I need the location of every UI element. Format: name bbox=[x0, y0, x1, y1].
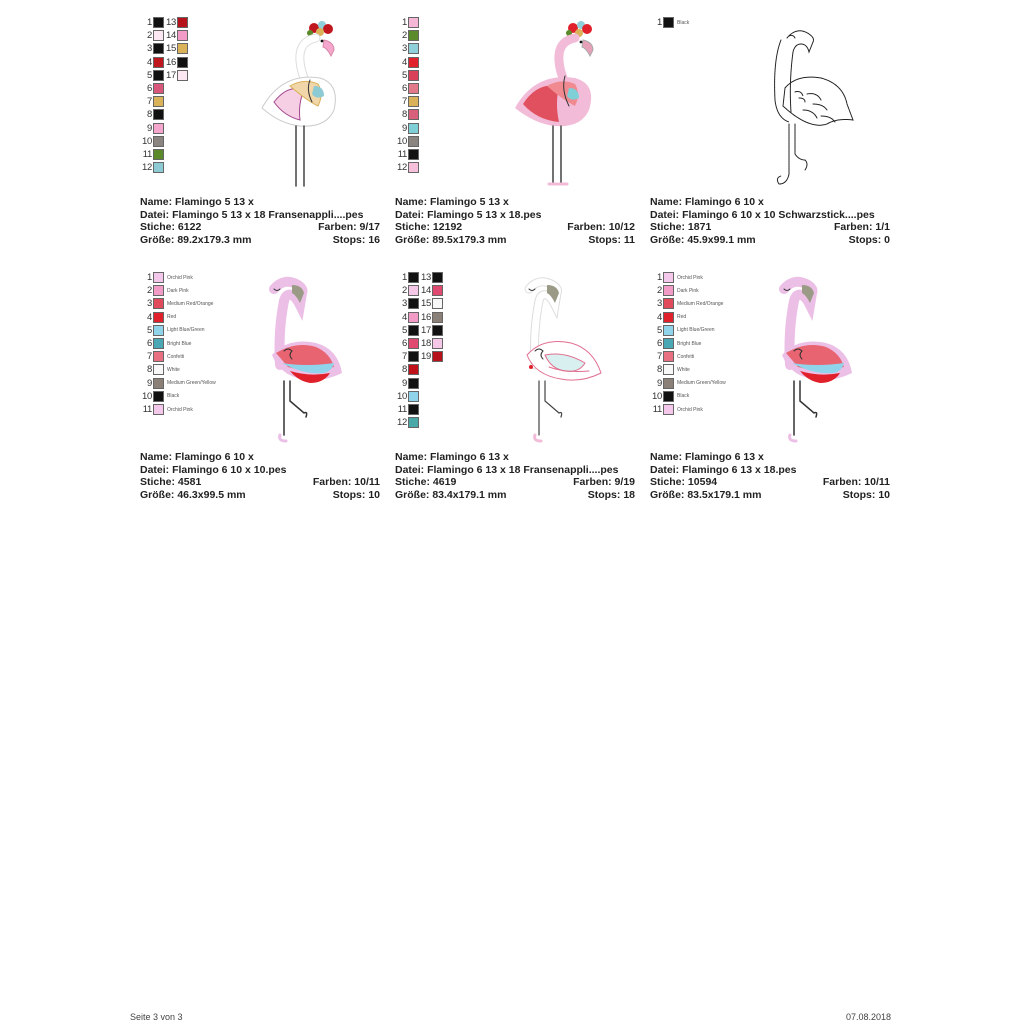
design-file: Datei: Flamingo 6 13 x 18.pes bbox=[650, 463, 797, 476]
swatch-number: 15 bbox=[166, 43, 176, 55]
color-swatch bbox=[663, 391, 674, 402]
swatch-number: 3 bbox=[402, 43, 407, 55]
swatch-number: 18 bbox=[421, 338, 431, 349]
swatch-number: 5 bbox=[402, 69, 407, 81]
color-swatch bbox=[408, 272, 419, 283]
design-size: Größe: 89.2x179.3 mm bbox=[140, 233, 252, 246]
color-swatch bbox=[408, 378, 419, 389]
design-info bbox=[140, 451, 380, 501]
color-swatch-row bbox=[140, 135, 164, 148]
color-swatch bbox=[408, 285, 419, 296]
swatch-number: 10 bbox=[652, 390, 662, 402]
color-swatch bbox=[153, 149, 164, 160]
color-swatch bbox=[408, 351, 419, 362]
color-swatch-row bbox=[395, 42, 419, 55]
color-swatch bbox=[177, 43, 188, 54]
color-swatch-row bbox=[395, 311, 419, 324]
flamingo-filled-image bbox=[250, 275, 350, 447]
color-swatch-row bbox=[140, 403, 193, 416]
color-swatch-row bbox=[395, 403, 419, 416]
color-swatch-row bbox=[395, 363, 419, 376]
color-swatch bbox=[408, 298, 419, 309]
stop-count: Stops: 10 bbox=[332, 488, 380, 501]
design-info bbox=[395, 196, 635, 246]
swatch-number: 7 bbox=[402, 351, 407, 363]
color-swatch bbox=[153, 70, 164, 81]
thread-color-name: Dark Pink bbox=[677, 287, 699, 294]
color-swatch bbox=[153, 96, 164, 107]
swatch-number: 8 bbox=[657, 364, 662, 376]
design-card-4 bbox=[140, 271, 380, 506]
color-swatch-row bbox=[140, 95, 164, 108]
swatch-number: 9 bbox=[402, 122, 407, 134]
thread-color-name: Medium Green/Yellow bbox=[167, 380, 216, 387]
color-swatch bbox=[153, 404, 164, 415]
swatch-number: 4 bbox=[147, 56, 152, 68]
stop-count: Stops: 0 bbox=[848, 233, 890, 246]
color-swatch-row bbox=[164, 69, 188, 82]
stitch-count: Stiche: 1871 bbox=[650, 221, 712, 233]
page-number: Seite 3 von 3 bbox=[130, 1012, 183, 1022]
color-swatch-row bbox=[650, 297, 723, 310]
swatch-number: 12 bbox=[142, 162, 152, 174]
color-swatch-row bbox=[650, 271, 703, 284]
color-swatch-row bbox=[650, 311, 686, 324]
swatch-number: 9 bbox=[147, 122, 152, 134]
color-swatch bbox=[153, 162, 164, 173]
swatch-number: 8 bbox=[147, 364, 152, 376]
stop-count: Stops: 16 bbox=[332, 233, 380, 246]
color-swatch bbox=[408, 404, 419, 415]
swatch-number: 17 bbox=[166, 69, 176, 81]
color-swatch bbox=[408, 136, 419, 147]
color-swatch bbox=[408, 338, 419, 349]
swatch-number: 1 bbox=[657, 272, 662, 283]
swatch-number: 8 bbox=[402, 109, 407, 121]
color-swatch-row bbox=[419, 297, 443, 310]
swatch-number: 5 bbox=[657, 324, 662, 336]
color-swatch-row bbox=[395, 416, 419, 429]
color-swatch bbox=[408, 43, 419, 54]
color-swatch bbox=[663, 285, 674, 296]
color-swatch bbox=[663, 298, 674, 309]
swatch-number: 11 bbox=[652, 404, 662, 415]
color-swatch bbox=[177, 17, 188, 28]
thread-color-name: Orchid Pink bbox=[677, 406, 703, 413]
color-swatch-row bbox=[650, 337, 701, 350]
color-swatch bbox=[177, 30, 188, 41]
color-swatch bbox=[177, 70, 188, 81]
color-swatch bbox=[177, 57, 188, 68]
color-count: Farben: 9/19 bbox=[573, 476, 635, 488]
color-swatch bbox=[153, 17, 164, 28]
color-swatch-row bbox=[395, 284, 419, 297]
thread-color-name: White bbox=[677, 366, 690, 373]
swatch-number: 15 bbox=[421, 298, 431, 310]
color-swatch-row bbox=[140, 311, 176, 324]
color-swatch bbox=[153, 43, 164, 54]
color-swatch-row bbox=[140, 297, 213, 310]
color-swatch-row bbox=[395, 108, 419, 121]
swatch-number: 10 bbox=[397, 135, 407, 147]
color-swatch-row bbox=[395, 135, 419, 148]
thread-color-name: Confetti bbox=[167, 353, 185, 360]
color-swatch bbox=[408, 109, 419, 120]
color-swatch-row bbox=[650, 16, 689, 29]
swatch-number: 6 bbox=[402, 338, 407, 349]
color-swatch-row bbox=[650, 377, 726, 390]
color-swatch bbox=[432, 325, 443, 336]
swatch-number: 11 bbox=[397, 149, 407, 160]
stitch-count: Stiche: 6122 bbox=[140, 221, 202, 233]
swatch-number: 11 bbox=[142, 404, 152, 415]
color-swatch-row bbox=[140, 324, 205, 337]
design-file: Datei: Flamingo 6 10 x 10.pes bbox=[140, 463, 287, 476]
color-swatch-row bbox=[140, 337, 191, 350]
color-swatch-row bbox=[140, 69, 164, 82]
color-swatch bbox=[663, 378, 674, 389]
color-swatch-row bbox=[395, 148, 419, 161]
design-info bbox=[650, 196, 890, 246]
flamingo-filled-image bbox=[760, 275, 860, 447]
color-swatch bbox=[432, 272, 443, 283]
design-info bbox=[140, 196, 380, 246]
swatch-number: 6 bbox=[657, 338, 662, 349]
color-swatch-row bbox=[395, 56, 419, 69]
thread-color-name: Black bbox=[167, 393, 180, 400]
design-name: Name: Flamingo 6 10 x bbox=[140, 451, 254, 463]
color-swatch bbox=[408, 123, 419, 134]
color-swatch bbox=[153, 57, 164, 68]
swatch-number: 9 bbox=[657, 377, 662, 389]
swatch-number: 5 bbox=[147, 69, 152, 81]
swatch-number: 5 bbox=[402, 324, 407, 336]
swatch-number: 10 bbox=[142, 390, 152, 402]
color-swatch bbox=[408, 325, 419, 336]
color-swatch bbox=[663, 338, 674, 349]
stitch-count: Stiche: 4619 bbox=[395, 476, 457, 488]
color-swatch bbox=[432, 351, 443, 362]
color-swatch-row bbox=[419, 324, 443, 337]
thread-color-name: Orchid Pink bbox=[677, 274, 703, 281]
design-card-6 bbox=[650, 271, 890, 506]
flamingo-filled-crown-image bbox=[507, 16, 607, 188]
design-name: Name: Flamingo 5 13 x bbox=[140, 196, 254, 208]
color-swatch-row bbox=[650, 363, 690, 376]
swatch-number: 7 bbox=[147, 351, 152, 363]
color-swatch-row bbox=[650, 284, 699, 297]
swatch-number: 9 bbox=[402, 377, 407, 389]
color-swatch bbox=[153, 30, 164, 41]
color-swatch bbox=[663, 272, 674, 283]
color-swatch-row bbox=[140, 148, 164, 161]
color-swatch bbox=[153, 136, 164, 147]
color-swatch bbox=[408, 149, 419, 160]
stitch-count: Stiche: 10594 bbox=[650, 476, 718, 488]
color-swatch-row bbox=[395, 16, 419, 29]
swatch-number: 16 bbox=[421, 311, 431, 323]
design-card-5 bbox=[395, 271, 635, 506]
swatch-number: 11 bbox=[142, 149, 152, 160]
color-swatch-row bbox=[650, 350, 694, 363]
swatch-number: 1 bbox=[657, 17, 662, 28]
design-card-2 bbox=[395, 16, 635, 251]
color-swatch-row bbox=[650, 324, 715, 337]
swatch-number: 8 bbox=[402, 364, 407, 376]
color-swatch-row bbox=[395, 95, 419, 108]
color-swatch bbox=[153, 351, 164, 362]
design-file: Datei: Flamingo 5 13 x 18.pes bbox=[395, 208, 542, 221]
color-swatch bbox=[408, 17, 419, 28]
color-swatch-row bbox=[140, 16, 164, 29]
thread-color-name: Light Blue/Green bbox=[677, 327, 715, 334]
color-swatch-row bbox=[395, 122, 419, 135]
swatch-number: 14 bbox=[166, 30, 176, 42]
swatch-number: 1 bbox=[147, 272, 152, 283]
color-swatch bbox=[408, 417, 419, 428]
swatch-number: 6 bbox=[147, 83, 152, 94]
swatch-number: 4 bbox=[402, 311, 407, 323]
color-swatch bbox=[153, 391, 164, 402]
swatch-number: 16 bbox=[166, 56, 176, 68]
color-swatch-row bbox=[395, 69, 419, 82]
color-count: Farben: 10/11 bbox=[822, 476, 890, 488]
thread-color-name: Light Blue/Green bbox=[167, 327, 205, 334]
color-swatch-row bbox=[395, 390, 419, 403]
swatch-number: 4 bbox=[657, 311, 662, 323]
swatch-number: 12 bbox=[397, 162, 407, 174]
color-swatch-row bbox=[140, 271, 193, 284]
stitch-count: Stiche: 12192 bbox=[395, 221, 463, 233]
swatch-number: 7 bbox=[402, 96, 407, 108]
design-size: Größe: 83.5x179.1 mm bbox=[650, 488, 762, 501]
color-swatch bbox=[663, 325, 674, 336]
color-swatch bbox=[432, 298, 443, 309]
color-swatch-row bbox=[419, 311, 443, 324]
thread-color-name: Confetti bbox=[677, 353, 695, 360]
color-swatch bbox=[153, 272, 164, 283]
color-swatch bbox=[663, 312, 674, 323]
thread-color-name: White bbox=[167, 366, 180, 373]
color-swatch-row bbox=[140, 42, 164, 55]
color-swatch bbox=[153, 378, 164, 389]
color-swatch-row bbox=[140, 82, 164, 95]
design-info bbox=[395, 451, 635, 501]
thread-color-name: Orchid Pink bbox=[167, 406, 193, 413]
color-swatch bbox=[663, 404, 674, 415]
design-size: Größe: 46.3x99.5 mm bbox=[140, 488, 246, 501]
color-swatch-row bbox=[650, 390, 689, 403]
swatch-number: 12 bbox=[397, 417, 407, 429]
design-name: Name: Flamingo 6 10 x bbox=[650, 196, 764, 208]
color-swatch bbox=[408, 70, 419, 81]
color-swatch-row bbox=[140, 390, 179, 403]
design-name: Name: Flamingo 6 13 x bbox=[650, 451, 764, 463]
stop-count: Stops: 18 bbox=[587, 488, 635, 501]
thread-color-name: Medium Red/Orange bbox=[677, 300, 724, 307]
color-swatch-row bbox=[164, 16, 188, 29]
swatch-number: 2 bbox=[147, 30, 152, 42]
color-swatch bbox=[153, 338, 164, 349]
color-count: Farben: 1/1 bbox=[833, 221, 890, 233]
swatch-number: 5 bbox=[147, 324, 152, 336]
thread-color-name: Bright Blue bbox=[677, 340, 702, 347]
thread-color-name: Bright Blue bbox=[167, 340, 192, 347]
color-swatch-row bbox=[395, 271, 419, 284]
swatch-number: 10 bbox=[142, 135, 152, 147]
thread-color-name: Orchid Pink bbox=[167, 274, 193, 281]
swatch-number: 3 bbox=[147, 43, 152, 55]
color-swatch bbox=[153, 83, 164, 94]
color-swatch-row bbox=[140, 284, 189, 297]
swatch-number: 3 bbox=[147, 298, 152, 310]
swatch-number: 7 bbox=[657, 351, 662, 363]
color-swatch-row bbox=[164, 29, 188, 42]
swatch-number: 10 bbox=[397, 390, 407, 402]
design-name: Name: Flamingo 5 13 x bbox=[395, 196, 509, 208]
color-swatch-row bbox=[395, 29, 419, 42]
color-swatch bbox=[408, 57, 419, 68]
swatch-number: 13 bbox=[166, 17, 176, 28]
swatch-number: 1 bbox=[402, 17, 407, 28]
thread-color-name: Medium Green/Yellow bbox=[677, 380, 726, 387]
swatch-number: 6 bbox=[147, 338, 152, 349]
swatch-number: 3 bbox=[402, 298, 407, 310]
color-swatch bbox=[153, 325, 164, 336]
swatch-number: 9 bbox=[147, 377, 152, 389]
design-info bbox=[650, 451, 890, 501]
swatch-number: 11 bbox=[397, 404, 407, 415]
color-swatch bbox=[408, 364, 419, 375]
swatch-number: 14 bbox=[421, 285, 431, 297]
design-size: Größe: 45.9x99.1 mm bbox=[650, 233, 756, 246]
design-file: Datei: Flamingo 6 10 x 10 Schwarzstick....pes bbox=[650, 208, 875, 221]
thread-color-name: Red bbox=[677, 314, 687, 321]
color-swatch-row bbox=[140, 56, 164, 69]
color-swatch-row bbox=[140, 108, 164, 121]
color-swatch-row bbox=[650, 403, 703, 416]
color-swatch-row bbox=[140, 363, 180, 376]
color-swatch bbox=[153, 123, 164, 134]
color-swatch-row bbox=[395, 297, 419, 310]
color-swatch-row bbox=[164, 42, 188, 55]
color-swatch bbox=[432, 312, 443, 323]
color-swatch bbox=[153, 298, 164, 309]
color-swatch-row bbox=[395, 337, 419, 350]
design-name: Name: Flamingo 6 13 x bbox=[395, 451, 509, 463]
swatch-number: 1 bbox=[402, 272, 407, 283]
swatch-number: 2 bbox=[147, 285, 152, 297]
color-swatch-row bbox=[140, 377, 216, 390]
swatch-number: 4 bbox=[147, 311, 152, 323]
color-swatch-row bbox=[395, 324, 419, 337]
stop-count: Stops: 11 bbox=[588, 233, 635, 246]
swatch-number: 7 bbox=[147, 96, 152, 108]
color-swatch-row bbox=[395, 161, 419, 174]
swatch-number: 8 bbox=[147, 109, 152, 121]
color-swatch bbox=[408, 83, 419, 94]
swatch-number: 2 bbox=[657, 285, 662, 297]
color-swatch-row bbox=[395, 377, 419, 390]
color-swatch-row bbox=[395, 350, 419, 363]
thread-color-name: Dark Pink bbox=[167, 287, 189, 294]
thread-color-name: Red bbox=[167, 314, 177, 321]
color-swatch-row bbox=[140, 161, 164, 174]
swatch-number: 13 bbox=[421, 272, 431, 283]
thread-color-name: Black bbox=[677, 19, 690, 26]
design-card-3 bbox=[650, 16, 890, 251]
thread-color-name: Black bbox=[677, 393, 690, 400]
color-swatch bbox=[663, 364, 674, 375]
swatch-number: 17 bbox=[421, 324, 431, 336]
color-swatch bbox=[408, 30, 419, 41]
design-size: Größe: 89.5x179.3 mm bbox=[395, 233, 507, 246]
color-swatch bbox=[408, 391, 419, 402]
color-count: Farben: 9/17 bbox=[318, 221, 380, 233]
thread-color-name: Medium Red/Orange bbox=[167, 300, 214, 307]
color-swatch-row bbox=[164, 56, 188, 69]
color-swatch bbox=[432, 338, 443, 349]
flamingo-outline-applique-image bbox=[252, 16, 352, 188]
color-count: Farben: 10/11 bbox=[312, 476, 380, 488]
color-count: Farben: 10/12 bbox=[567, 221, 635, 233]
design-file: Datei: Flamingo 5 13 x 18 Fransenappli....pes bbox=[140, 208, 364, 221]
swatch-number: 4 bbox=[402, 56, 407, 68]
swatch-number: 1 bbox=[147, 17, 152, 28]
design-card-1 bbox=[140, 16, 380, 251]
swatch-number: 2 bbox=[402, 285, 407, 297]
color-swatch bbox=[663, 351, 674, 362]
stop-count: Stops: 10 bbox=[842, 488, 890, 501]
color-swatch-row bbox=[419, 271, 443, 284]
color-swatch bbox=[408, 96, 419, 107]
flamingo-outline-applique-image bbox=[505, 275, 605, 447]
swatch-number: 19 bbox=[421, 351, 431, 363]
design-file: Datei: Flamingo 6 13 x 18 Fransenappli....pes bbox=[395, 463, 619, 476]
color-swatch bbox=[408, 162, 419, 173]
swatch-number: 2 bbox=[402, 30, 407, 42]
color-swatch bbox=[153, 285, 164, 296]
color-swatch-row bbox=[419, 350, 443, 363]
color-swatch-row bbox=[140, 29, 164, 42]
color-swatch bbox=[153, 109, 164, 120]
color-swatch bbox=[153, 312, 164, 323]
color-swatch-row bbox=[395, 82, 419, 95]
swatch-number: 6 bbox=[402, 83, 407, 94]
color-swatch-row bbox=[419, 337, 443, 350]
stitch-count: Stiche: 4581 bbox=[140, 476, 202, 488]
design-size: Größe: 83.4x179.1 mm bbox=[395, 488, 507, 501]
print-date: 07.08.2018 bbox=[846, 1012, 892, 1022]
color-swatch-row bbox=[419, 284, 443, 297]
color-swatch bbox=[153, 364, 164, 375]
color-swatch bbox=[663, 17, 674, 28]
swatch-number: 3 bbox=[657, 298, 662, 310]
color-swatch-row bbox=[140, 122, 164, 135]
flamingo-blackwork-image bbox=[755, 20, 855, 192]
color-swatch bbox=[432, 285, 443, 296]
color-swatch bbox=[408, 312, 419, 323]
color-swatch-row bbox=[140, 350, 184, 363]
